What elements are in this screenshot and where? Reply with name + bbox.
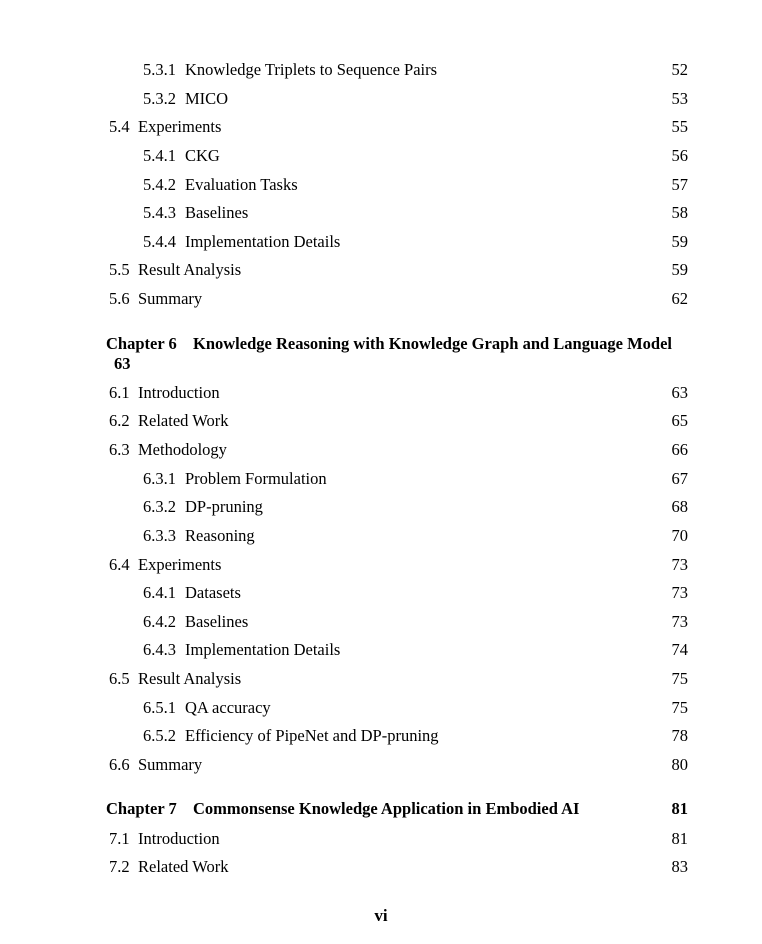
section-number: 6.1 [109, 383, 130, 402]
page-number: 78 [671, 726, 688, 745]
section-number: 6.4.1 [143, 583, 176, 602]
section-number: 6.4.2 [143, 612, 176, 631]
section-title: Experiments [138, 117, 222, 136]
section-title: DP-pruning [185, 497, 263, 516]
section-number: 5.5 [109, 260, 130, 279]
section-title: MICO [185, 89, 229, 108]
toc-entry [0, 611, 762, 633]
page-number: 70 [671, 526, 688, 545]
section-title: Baselines [185, 203, 249, 222]
section-title: QA accuracy [185, 698, 271, 717]
toc-entry [0, 439, 762, 461]
section-title: Efficiency of PipeNet and DP-pruning [185, 726, 439, 745]
chapter-title: Commonsense Knowledge Application in Embodied AI [193, 799, 580, 818]
toc-entry [0, 754, 762, 776]
page-number: 73 [671, 612, 688, 631]
section-title: Implementation Details [185, 640, 341, 659]
section-number: 5.3.1 [143, 60, 176, 79]
section-title: Result Analysis [138, 260, 242, 279]
section-title: Related Work [138, 857, 229, 876]
chapter-heading [0, 799, 762, 821]
toc-entry [0, 174, 762, 196]
toc-entry [0, 410, 762, 432]
section-title: Experiments [138, 555, 222, 574]
page-number: 63 [671, 383, 688, 402]
section-number: 5.4.3 [143, 203, 176, 222]
page-number: 53 [671, 89, 688, 108]
page-number: 73 [671, 583, 688, 602]
section-title: Datasets [185, 583, 241, 602]
toc-entry [0, 554, 762, 576]
page-number: 66 [671, 440, 688, 459]
section-number: 6.5 [109, 669, 130, 688]
toc-entry [0, 231, 762, 253]
section-number: 5.3.2 [143, 89, 176, 108]
chapter-page-number: 81 [671, 799, 688, 818]
section-number: 7.2 [109, 857, 130, 876]
section-title: Introduction [138, 829, 220, 848]
toc-entry [0, 288, 762, 310]
section-number: 5.4.4 [143, 232, 176, 251]
section-title: Evaluation Tasks [185, 175, 298, 194]
chapter-page-number: 63 [114, 354, 131, 373]
section-number: 5.4 [109, 117, 130, 136]
section-number: 7.1 [109, 829, 130, 848]
section-number: 6.2 [109, 411, 130, 430]
toc-entry [0, 639, 762, 661]
toc-entry [0, 259, 762, 281]
section-number: 6.5.2 [143, 726, 176, 745]
section-title: Methodology [138, 440, 227, 459]
section-title: Baselines [185, 612, 249, 631]
section-title: Introduction [138, 383, 220, 402]
section-number: 6.3 [109, 440, 130, 459]
toc-entry [0, 496, 762, 518]
section-title: Related Work [138, 411, 229, 430]
page-number: 65 [671, 411, 688, 430]
chapter-label: Chapter 6 [106, 334, 177, 353]
page-number: 81 [671, 829, 688, 848]
page-number: 83 [671, 857, 688, 876]
page-number: 74 [671, 640, 688, 659]
page-number: 56 [671, 146, 688, 165]
page-number: 67 [671, 469, 688, 488]
toc-entry [0, 525, 762, 547]
toc-entry [0, 468, 762, 490]
page-number: 73 [671, 555, 688, 574]
section-number: 5.6 [109, 289, 130, 308]
page-number: 57 [671, 175, 688, 194]
section-title: Result Analysis [138, 669, 242, 688]
toc-entry [0, 88, 762, 110]
section-title: Summary [138, 755, 203, 774]
page-number: 75 [671, 698, 688, 717]
toc-entry [0, 828, 762, 850]
page-number: 68 [671, 497, 688, 516]
section-number: 6.4.3 [143, 640, 176, 659]
chapter-title: Knowledge Reasoning with Knowledge Graph and Language Model [193, 334, 673, 353]
page-number: 55 [671, 117, 688, 136]
section-number: 6.5.1 [143, 698, 176, 717]
toc-entry [0, 59, 762, 81]
toc-entry [0, 116, 762, 138]
chapter-heading [0, 334, 762, 376]
section-number: 5.4.2 [143, 175, 176, 194]
section-number: 6.3.1 [143, 469, 176, 488]
toc-entry [0, 725, 762, 747]
toc-entry [0, 382, 762, 404]
section-title: Problem Formulation [185, 469, 327, 488]
section-title: Reasoning [185, 526, 255, 545]
section-title: Knowledge Triplets to Sequence Pairs [185, 60, 438, 79]
section-title: Summary [138, 289, 203, 308]
section-number: 6.3.2 [143, 497, 176, 516]
toc-entry [0, 202, 762, 224]
chapter-label: Chapter 7 [106, 799, 177, 818]
section-number: 5.4.1 [143, 146, 176, 165]
toc-entry [0, 582, 762, 604]
page-number: 75 [671, 669, 688, 688]
toc-entry [0, 856, 762, 878]
section-number: 6.3.3 [143, 526, 176, 545]
section-number: 6.6 [109, 755, 130, 774]
toc-entry [0, 668, 762, 690]
page-number: 58 [671, 203, 688, 222]
page-number: 80 [671, 755, 688, 774]
section-title: Implementation Details [185, 232, 341, 251]
toc-entry [0, 697, 762, 719]
toc-entry [0, 145, 762, 167]
page-number: 52 [671, 60, 688, 79]
section-title: CKG [185, 146, 220, 165]
page-number: 59 [671, 260, 688, 279]
page-number: 59 [671, 232, 688, 251]
footer-page-number: vi [374, 906, 388, 925]
page-number: 62 [671, 289, 688, 308]
section-number: 6.4 [109, 555, 130, 574]
